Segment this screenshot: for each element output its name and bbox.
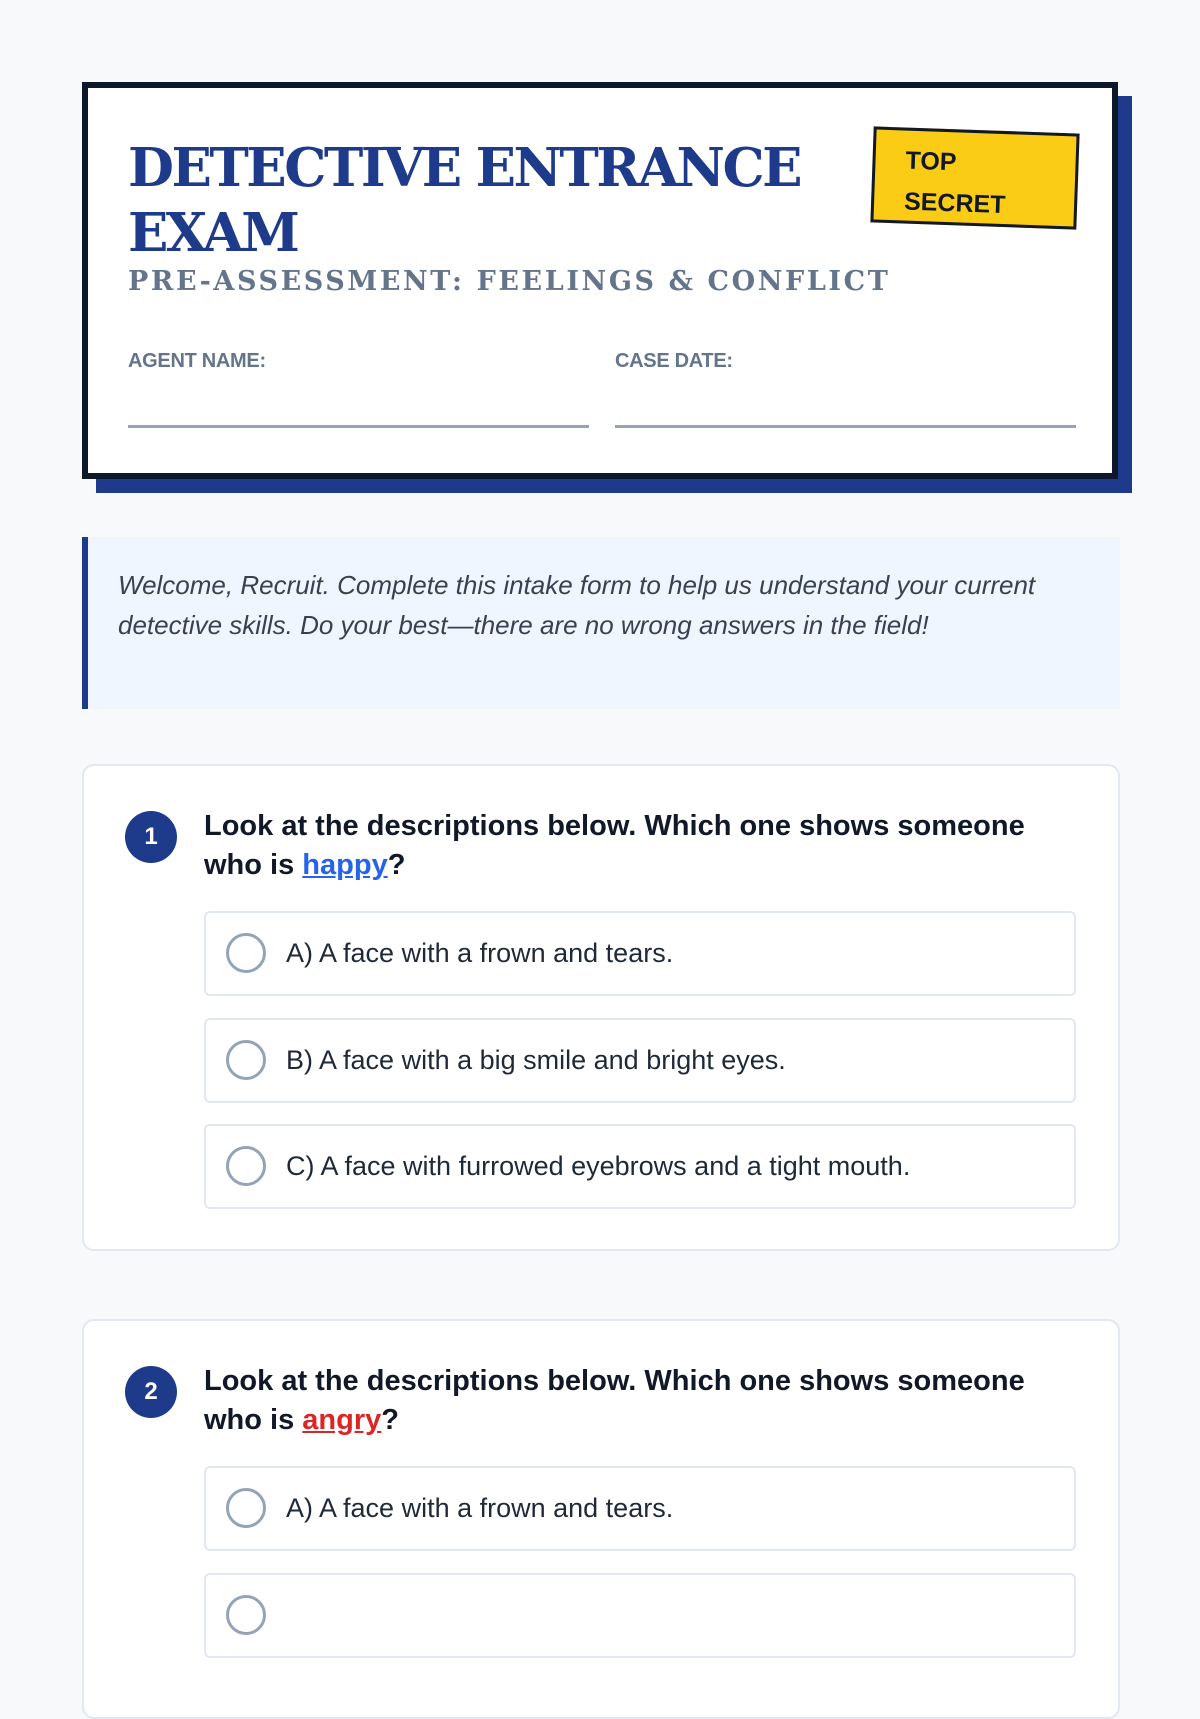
- agent-name-label: AGENT NAME:: [128, 350, 266, 372]
- question-prompt: [204, 807, 1084, 885]
- agent-name-input-line[interactable]: [128, 425, 589, 428]
- answer-option-a[interactable]: [204, 1466, 1076, 1551]
- exam-title: DETECTIVE ENTRANCE EXAM: [128, 137, 801, 264]
- question-number-badge: 1: [125, 811, 177, 863]
- exam-header-card: [82, 82, 1118, 479]
- option-label: A) A face with a frown and tears.: [286, 938, 674, 968]
- question-prompt-text: Look at the descriptions below. Which one shows someone who is: [204, 810, 1025, 881]
- stamp-line-secret: SECRET: [903, 187, 1006, 220]
- answer-option-a[interactable]: [204, 911, 1076, 996]
- question-keyword-happy: happy: [302, 849, 388, 881]
- question-card-1: [82, 764, 1120, 1251]
- question-keyword-angry: angry: [302, 1404, 382, 1436]
- answer-option-b[interactable]: [204, 1018, 1076, 1103]
- case-date-field: [615, 350, 1076, 428]
- intro-callout: Welcome, Recruit. Complete this intake form to help us understand your current detective skills. Do your best—there are no wrong answers in the field!: [82, 537, 1120, 709]
- radio-circle-icon[interactable]: [226, 1488, 266, 1528]
- case-date-label: CASE DATE:: [615, 350, 733, 372]
- question-prompt-end: ?: [381, 1404, 399, 1436]
- answer-option-c[interactable]: [204, 1124, 1076, 1209]
- radio-circle-icon[interactable]: [226, 1040, 266, 1080]
- question-card-2: [82, 1319, 1120, 1719]
- radio-circle-icon[interactable]: [226, 933, 266, 973]
- agent-name-field: [128, 350, 589, 428]
- question-number-badge: 2: [125, 1366, 177, 1418]
- option-label: A) A face with a frown and tears.: [286, 1493, 674, 1523]
- answer-option-b-partial[interactable]: [204, 1573, 1076, 1658]
- radio-circle-icon[interactable]: [226, 1595, 266, 1635]
- option-label: C) A face with furrowed eyebrows and a tight mouth.: [286, 1151, 911, 1181]
- option-label: B) A face with a big smile and bright eyes.: [286, 1045, 786, 1075]
- top-secret-stamp: [870, 126, 1079, 229]
- question-prompt: [204, 1362, 1084, 1440]
- stamp-line-top: TOP: [905, 146, 957, 177]
- case-date-input-line[interactable]: [615, 425, 1076, 428]
- question-prompt-end: ?: [387, 849, 406, 881]
- question-prompt-text: Look at the descriptions below. Which one shows someone who is: [204, 1365, 1025, 1436]
- exam-subtitle: PRE-ASSESSMENT: FEELINGS & CONFLICT: [128, 266, 891, 297]
- radio-circle-icon[interactable]: [226, 1146, 266, 1186]
